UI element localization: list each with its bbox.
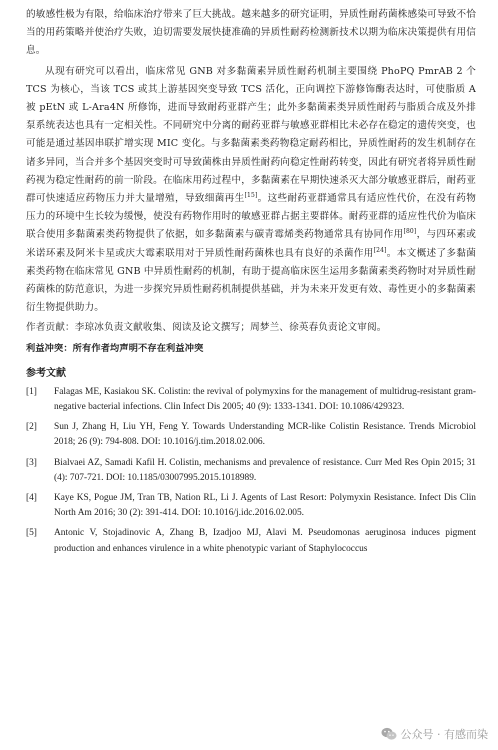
reference-number: [4] bbox=[26, 493, 37, 504]
citation[interactable]: [24] bbox=[373, 246, 387, 254]
paragraph-text: 。本文概述了多黏菌素类药物在临床常见 GNB 中异质性耐药的机制，有助于提高临床医生运用多黏菌素类药物时对异质性耐药菌株的防范意识，为进一步探究异质性耐药机制提供基础，并为未来开发更有效、毒性更小的多黏菌素衍生物提供助力。 bbox=[26, 247, 476, 314]
conflict-of-interest: 利益冲突：所有作者均声明不存在利益冲突 bbox=[26, 342, 204, 354]
reference-number: [3] bbox=[26, 457, 37, 468]
paragraph-text: 。这些耐药亚群通常具有适应性代价，在没有药物压力的环境中生长较为缓慢，使没有药物作用时的敏感亚群占据主要群体。耐药亚群的适应性代价为临床联合使用多黏菌素类药物提供了依据，如多黏菌素与碳青霉烯类药物通常具有协同作用 bbox=[26, 193, 476, 241]
watermark-text: 公众号 · 有感而染 bbox=[400, 728, 488, 741]
reference-item bbox=[26, 420, 476, 450]
reference-item bbox=[26, 526, 476, 556]
reference-text: Antonic V, Stojadinovic A, Zhang B, Izadjoo MJ, Alavi M. Pseudomonas aeruginosa induces pigment production and enhances virulence in a white phenotypic variant of Staphylococcus bbox=[54, 528, 476, 554]
reference-text: Sun J, Zhang H, Liu YH, Feng Y. Towards Understanding MCR-like Colistin Resistance. Trends Microbiol 2018; 26 (9): 794-808. DOI: 10.1016/j.tim.2018.02.006. bbox=[54, 422, 476, 448]
paragraph-mechanism-summary bbox=[26, 63, 476, 318]
watermark bbox=[381, 726, 489, 742]
reference-list bbox=[26, 385, 476, 557]
references-heading: 参考文献 bbox=[26, 367, 66, 379]
reference-item bbox=[26, 456, 476, 486]
reference-number: [5] bbox=[26, 528, 37, 539]
author-contributions: 作者贡献：李琼冰负责文献收集、阅读及论文撰写；周梦兰、徐英春负责论文审阅。 bbox=[26, 322, 387, 334]
paragraph-intro-end: 的敏感性极为有限，给临床治疗带来了巨大挑战。越来越多的研究证明，异质性耐药菌株感染可导致不恰当的用药策略并使治疗失败，迫切需要发展快捷准确的异质性耐药检测新技术以期为临床决策提供有用信息。 bbox=[26, 9, 476, 57]
document-page bbox=[26, 6, 476, 562]
citation[interactable]: [15] bbox=[244, 191, 258, 199]
reference-text: Kaye KS, Pogue JM, Tran TB, Nation RL, Li J. Agents of Last Resort: Polymyxin Resistance. Infect Dis Clin North Am 2016; 30 (2): 391-414. DOI: 10.1016/j.idc.2016.02.005. bbox=[54, 493, 476, 519]
paragraph-text: 从现有研究可以看出，临床常见 GNB 对多黏菌素异质性耐药机制主要围绕 PhoPQ PmrAB 2 个 TCS 为核心，当该 TCS 或其上游基因突变导致 TCS 活化，正向调控下游修饰酶表达时，可使脂质 A 被 pEtN 或 L-Ara4N 所修饰，进而导致耐药亚群产生；此外多黏菌素类异质性耐药与脂质合成及外排泵系统表达也具有一定相关性。不同研究中分离的耐药亚群与敏感亚群相比未必存在稳定的遗传突变，也可能是通过基因串联扩增实现 MIC 变化。与多黏菌素类药物稳定耐药相比，异质性耐药的发生机制存在诸多异同，当合并多个基因突变时可导致菌株由异质性耐药向稳定性耐药转变，因此有研究者将异质性耐药视为稳定性耐药的前一阶段。在临床用药过程中，多黏菌素在早期快速杀灭大部分敏感亚群后，耐药亚群可快速适应药物压力并大量增殖，导致细菌再生 bbox=[26, 65, 476, 205]
reference-number: [2] bbox=[26, 422, 37, 433]
reference-item bbox=[26, 491, 476, 521]
paragraph-text: ，与四环素或米诺环素及阿米卡星或庆大霉素联用对于异质性耐药菌株也具有良好的杀菌作用 bbox=[26, 229, 476, 259]
citation[interactable]: [80] bbox=[403, 228, 417, 236]
reference-number: [1] bbox=[26, 386, 37, 397]
reference-item bbox=[26, 385, 476, 415]
reference-text: Falagas ME, Kasiakou SK. Colistin: the revival of polymyxins for the management of multidrug-resistant gram-negative bacterial infections. Clin Infect Dis 2005; 40 (9): 1333-1341. DOI: 10.1086/429323. bbox=[54, 386, 476, 413]
reference-text: Bialvaei AZ, Samadi Kafil H. Colistin, mechanisms and prevalence of resistance. Curr Med Res Opin 2015; 31 (4): 707-721. DOI: 10.1185/03007995.2015.1018989. bbox=[54, 457, 476, 483]
wechat-official-account-icon bbox=[381, 727, 397, 741]
